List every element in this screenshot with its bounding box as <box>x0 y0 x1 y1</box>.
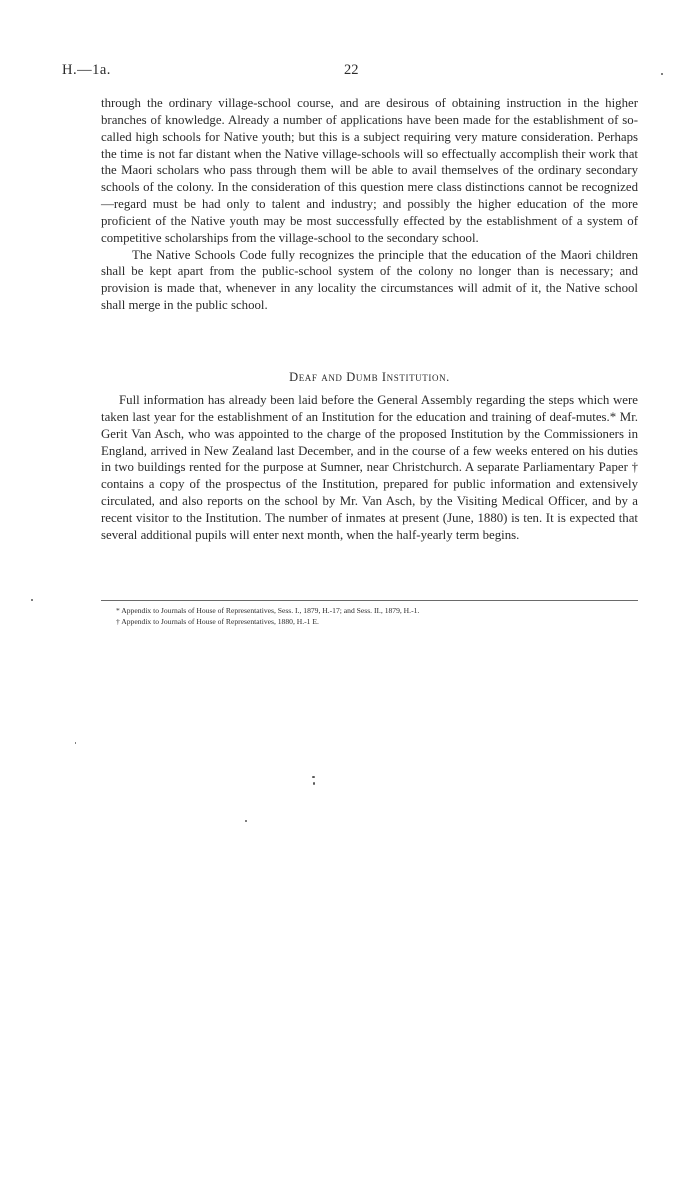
paragraph-native-schools-continued: through the ordinary village-school course, and are desirous of obtaining instruction in the higher branches of knowledge. Already a number of applications have been made for the establishment of so-called high schools for Native youth; but this is a subject requiring very mature consideration. Perhaps the time is not far distant when the Native village-schools will so effectually accomplish their work that the Maori scholars who pass through them will be able to avail themselves of the ordinary secondary schools of the colony. In the consideration of this question mere class distinctions cannot be recognized—regard must be had only to talent and industry; and possibly the higher education of the more proficient of the Native youth may be most successfully effected by the establishment of a system of competitive scholarships from the village-school to the secondary school. <box>101 96 638 245</box>
body-text <box>101 95 638 314</box>
footnotes <box>116 606 638 627</box>
scan-speck <box>245 820 247 822</box>
section-text <box>101 392 638 544</box>
scan-speck <box>75 742 76 744</box>
scan-speck <box>31 599 33 601</box>
scan-speck <box>312 776 315 778</box>
document-reference: H.—1a. <box>62 62 111 78</box>
scan-speck <box>661 73 663 75</box>
footnote-asterisk: * Appendix to Journals of House of Representatives, Sess. I., 1879, H.-17; and Sess. II., 1879, H.-1. <box>116 606 420 615</box>
footnote-dagger: † Appendix to Journals of House of Representatives, 1880, H.-1 E. <box>116 616 319 626</box>
paragraph-deaf-and-dumb-institution: Full information has already been laid before the General Assembly regarding the steps which were taken last year for the establishment of an Institution for the education and training of deaf-mutes.* Mr. Gerit Van Asch, who was appointed to the charge of the proposed Institution by the Commissioners in England, arrived in New Zealand last December, and in the course of a few weeks entered on his duties in two buildings rented for the purpose at Sumner, near Christchurch. A separate Parliamentary Paper † contains a copy of the prospectus of the Institution, prepared for public information and extensively circulated, and also reports on the school by Mr. Van Asch, by the Visiting Medical Officer, and by a recent visitor to the Institution. The number of inmates at present (June, 1880) is ten. It is expected that several additional pupils will enter next month, when the half-yearly term begins. <box>101 393 638 542</box>
section-heading: Deaf and Dumb Institution. <box>289 370 450 384</box>
page-number: 22 <box>344 62 359 78</box>
footnote-divider <box>101 600 638 601</box>
paragraph-native-schools-code: The Native Schools Code fully recognizes the principle that the education of the Maori children shall be kept apart from the public-school system of the colony no longer than is necessary; and provision is made that, whenever in any locality the circumstances will admit of it, the Native school shall merge in the public school. <box>101 247 638 313</box>
scan-speck <box>313 782 315 785</box>
page-header <box>62 62 638 82</box>
